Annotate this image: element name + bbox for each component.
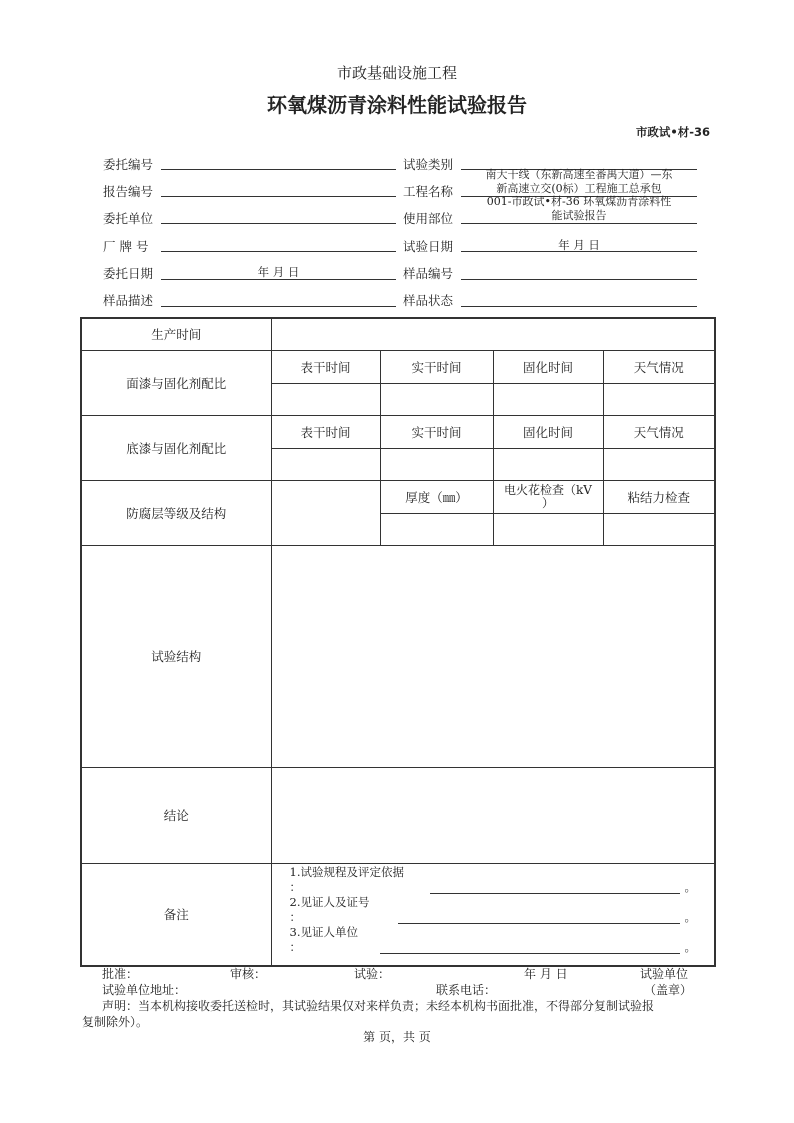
topcoat-surface-dry-cell[interactable] (271, 383, 380, 415)
entrust-no-field[interactable] (161, 169, 396, 170)
spark-test-header: 电火花检查（kV ） (493, 480, 603, 513)
factory-brand-label: 厂 牌 号 (103, 239, 149, 254)
statement-line-1: 声明：当本机构接收委托送检时，其试验结果仅对来样负责；未经本机构书面批准，不得部分复制试验报 (102, 999, 655, 1013)
primer-cure-header: 固化时间 (493, 415, 603, 448)
test-date-label: 试验日期 (403, 239, 454, 254)
remarks-label: 备注 (81, 863, 271, 966)
primer-weather-cell[interactable] (603, 448, 715, 480)
test-date-value: 年 月 日 (558, 238, 600, 252)
use-part-label: 使用部位 (403, 211, 454, 226)
sample-no-field[interactable] (461, 279, 697, 280)
topcoat-header-row (81, 350, 715, 383)
remark-3-colon: ： (289, 939, 301, 954)
sample-no-label: 样品编号 (403, 266, 454, 281)
unit-address-label: 试验单位地址： (102, 983, 187, 997)
primer-header-row (81, 415, 715, 448)
footer-date: 年 月 日 (524, 967, 568, 981)
production-time-row (81, 318, 715, 350)
use-part-value: 001-市政试•材-36 环氧煤沥青涂料性 能试验报告 (486, 195, 672, 222)
entrust-date-label: 委托日期 (103, 266, 154, 281)
topcoat-cure-header: 固化时间 (493, 350, 603, 383)
remark-2-period: 。 (684, 909, 696, 924)
topcoat-hard-dry-header: 实干时间 (380, 350, 493, 383)
adhesion-cell[interactable] (603, 513, 715, 545)
remark-2-colon: ： (289, 909, 301, 924)
remark-3-field[interactable] (380, 953, 680, 954)
remark-1-colon: ： (289, 879, 301, 894)
sample-state-label: 样品状态 (403, 293, 454, 308)
phone-label: 联系电话： (436, 983, 497, 997)
primer-weather-header: 天气情况 (603, 415, 715, 448)
test-result-row (81, 545, 715, 767)
entrust-no-label: 委托编号 (103, 157, 154, 172)
tester-label: 试验： (354, 967, 391, 981)
topcoat-weather-cell[interactable] (603, 383, 715, 415)
remark-3-label: 3.见证人单位 (289, 924, 358, 939)
remarks-row (81, 863, 715, 966)
sample-desc-field[interactable] (161, 306, 396, 307)
seal-label: （盖章） (644, 983, 693, 997)
sample-state-field[interactable] (461, 306, 697, 307)
adhesion-header: 粘结力检查 (603, 480, 715, 513)
remarks-cell (271, 863, 715, 966)
primer-cure-cell[interactable] (493, 448, 603, 480)
approve-label: 批准： (102, 967, 139, 981)
topcoat-surface-dry-header: 表干时间 (271, 350, 380, 383)
page-number: 第 页，共 页 (363, 1030, 431, 1044)
anticorrosion-label: 防腐层等级及结构 (81, 480, 271, 545)
spark-test-cell[interactable] (493, 513, 603, 545)
form-number: 市政试•材-36 (635, 125, 710, 139)
document-subtitle: 市政基础设施工程 (336, 64, 457, 82)
use-part-field[interactable] (461, 223, 697, 224)
anticorrosion-structure-cell[interactable] (271, 480, 380, 545)
conclusion-label: 结论 (81, 767, 271, 863)
topcoat-weather-header: 天气情况 (603, 350, 715, 383)
production-time-cell[interactable] (271, 318, 715, 350)
project-name-value: 南大干线（东新高速至番禺大道）—东 新高速立交(0标）工程施工总承包 (485, 168, 673, 195)
report-no-label: 报告编号 (103, 184, 154, 199)
test-result-label: 试验结构 (81, 545, 271, 767)
statement-line-2: 复制除外）。 (82, 1015, 149, 1029)
primer-hard-dry-header: 实干时间 (380, 415, 493, 448)
topcoat-hard-dry-cell[interactable] (380, 383, 493, 415)
remark-3-period: 。 (684, 939, 696, 954)
thickness-header: 厚度（㎜） (380, 480, 493, 513)
document-title: 环氧煤沥青涂料性能试验报告 (267, 93, 527, 117)
test-type-label: 试验类别 (403, 157, 454, 172)
primer-surface-dry-cell[interactable] (271, 448, 380, 480)
anticorrosion-header-row (81, 480, 715, 513)
report-no-field[interactable] (161, 196, 396, 197)
test-unit-label: 试验单位 (640, 967, 689, 981)
remark-2-field[interactable] (398, 923, 680, 924)
test-table (80, 317, 716, 967)
topcoat-cure-cell[interactable] (493, 383, 603, 415)
remark-1-label: 1.试验规程及评定依据 (289, 864, 404, 879)
test-result-cell[interactable] (271, 545, 715, 767)
remark-1-period: 。 (684, 879, 696, 894)
remark-1-field[interactable] (430, 893, 680, 894)
entrust-unit-field[interactable] (161, 223, 396, 224)
sample-desc-label: 样品描述 (103, 293, 154, 308)
production-time-label: 生产时间 (81, 318, 271, 350)
entrust-date-field[interactable] (161, 279, 396, 280)
factory-brand-field[interactable] (161, 251, 396, 252)
project-name-label: 工程名称 (403, 184, 454, 199)
remark-2-label: 2.见证人及证号 (289, 894, 370, 909)
entrust-date-value: 年 月 日 (257, 265, 300, 279)
conclusion-cell[interactable] (271, 767, 715, 863)
primer-label: 底漆与固化剂配比 (81, 415, 271, 480)
thickness-cell[interactable] (380, 513, 493, 545)
review-label: 审核： (230, 967, 267, 981)
entrust-unit-label: 委托单位 (103, 211, 154, 226)
primer-hard-dry-cell[interactable] (380, 448, 493, 480)
primer-surface-dry-header: 表干时间 (271, 415, 380, 448)
conclusion-row (81, 767, 715, 863)
test-date-field[interactable] (461, 251, 697, 252)
topcoat-label: 面漆与固化剂配比 (81, 350, 271, 415)
